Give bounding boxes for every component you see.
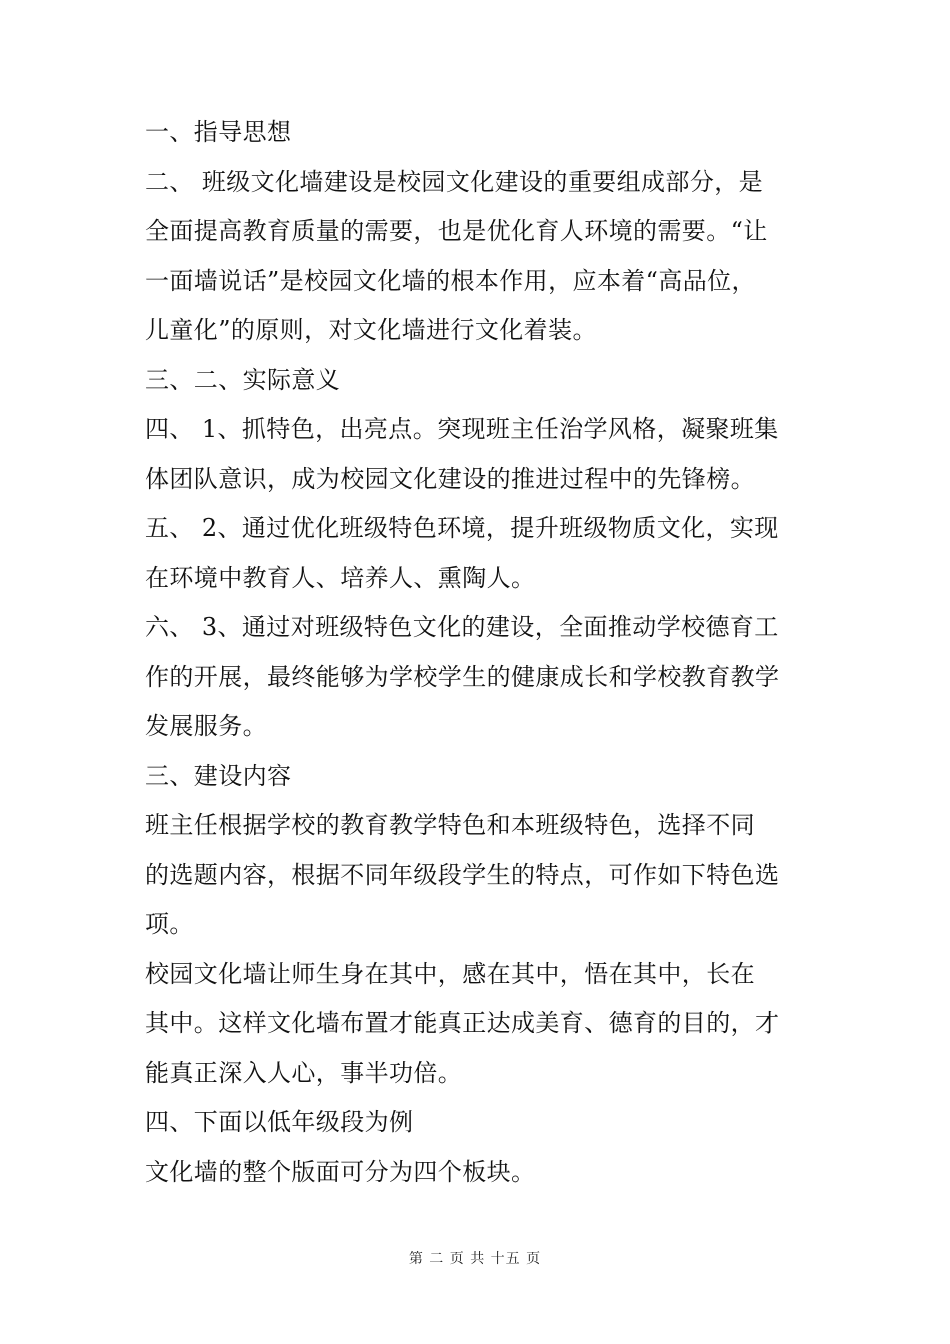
paragraph-line: 六、 3、通过对班级特色文化的建设，全面推动学校德育工 <box>145 613 779 641</box>
paragraph-line: 发展服务。 <box>145 712 267 740</box>
paragraph-line: 作的开展，最终能够为学校学生的健康成长和学校教育教学 <box>145 662 780 691</box>
paragraph-line: 五、 2、通过优化班级特色环境，提升班级物质文化，实现 <box>145 514 779 542</box>
page-number-footer: 第 二 页 共 十五 页 <box>408 1251 542 1267</box>
heading-construction-content: 三、建设内容 <box>145 761 292 790</box>
paragraph-line: 文化墙的整个版面可分为四个板块。 <box>145 1157 536 1186</box>
paragraph-line: 一面墙说话”是校园文化墙的根本作用，应本着“高品位， <box>145 266 756 295</box>
paragraph-line: 儿童化”的原则，对文化墙进行文化着装。 <box>145 316 597 344</box>
paragraph-line: 四、 1、抓特色，出亮点。突现班主任治学风格，凝聚班集 <box>145 415 779 443</box>
paragraph-line: 全面提高教育质量的需要，也是优化育人环境的需要。“让 <box>145 217 768 245</box>
paragraph-line: 在环境中教育人、培养人、熏陶人。 <box>145 563 536 592</box>
paragraph-line: 班主任根据学校的教育教学特色和本班级特色，选择不同 <box>145 811 755 839</box>
paragraph-line: 的选题内容，根据不同年级段学生的特点，可作如下特色选 <box>145 860 780 889</box>
paragraph-line: 其中。这样文化墙布置才能真正达成美育、德育的目的，才 <box>145 1009 780 1037</box>
paragraph-line: 校园文化墙让师生身在其中，感在其中，悟在其中，长在 <box>145 959 755 988</box>
paragraph-line: 项。 <box>145 910 194 938</box>
heading-practical-significance: 三、二、实际意义 <box>145 365 341 394</box>
paragraph-line: 体团队意识，成为校园文化建设的推进过程中的先锋榜。 <box>145 464 755 493</box>
heading-low-grade-example: 四、下面以低年级段为例 <box>145 1108 414 1136</box>
heading-guiding-ideology: 一、指导思想 <box>145 118 292 146</box>
document-body <box>145 108 825 1197</box>
paragraph-line: 二、 班级文化墙建设是校园文化建设的重要组成部分，是 <box>145 167 764 196</box>
paragraph-line: 能真正深入人心，事半功倍。 <box>145 1058 463 1087</box>
